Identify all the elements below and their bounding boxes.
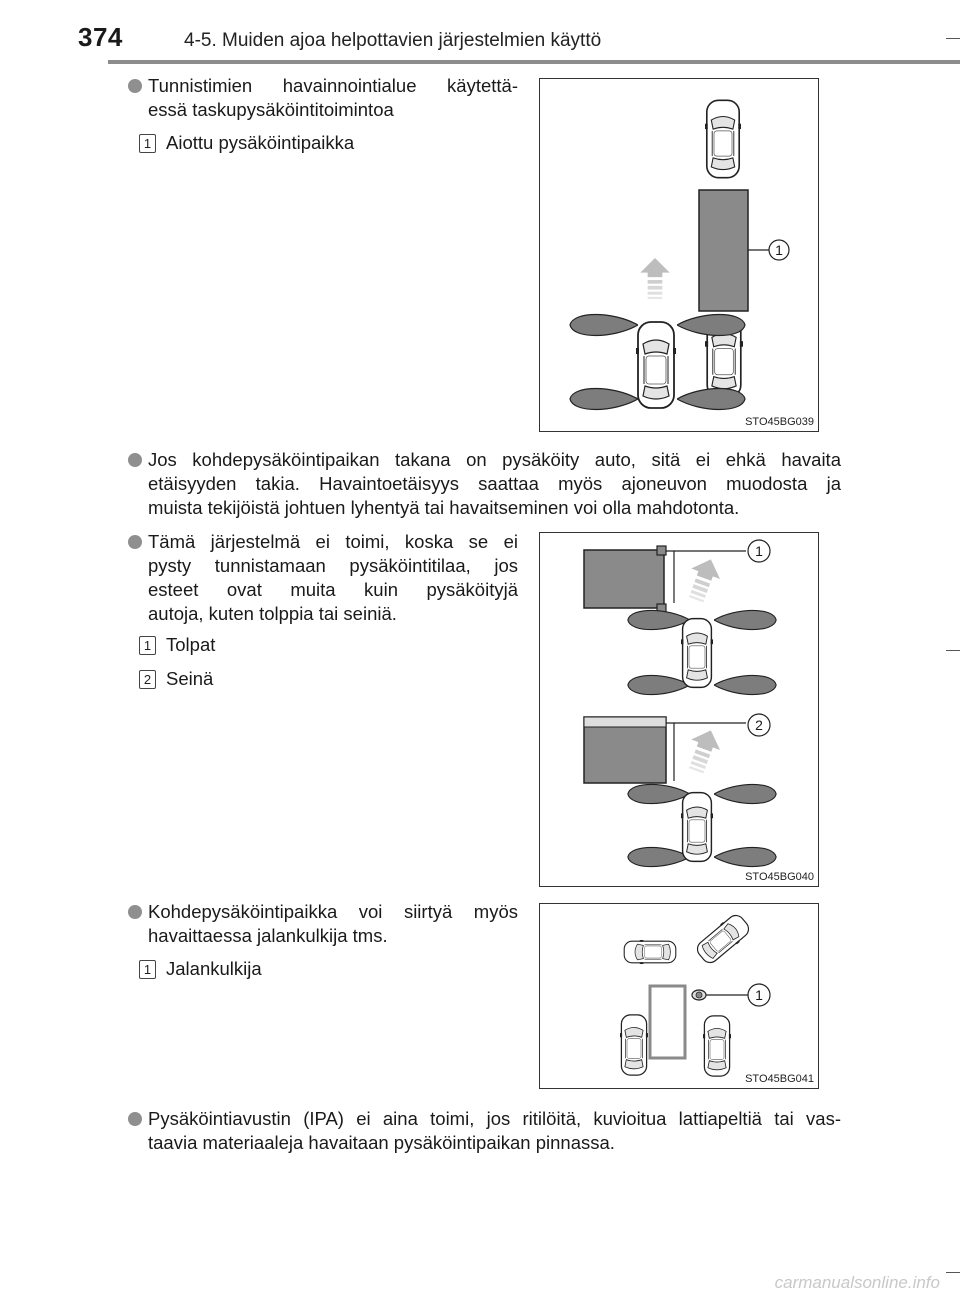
direction-arrow-icon [682,725,726,776]
sensor-lobe-icon [628,847,690,866]
bullet-icon [128,453,142,467]
crop-mark [946,650,960,651]
figure-code: STO45BG041 [745,1073,814,1085]
figure-obstacles [539,532,819,887]
target-space [584,550,664,608]
own-car-icon [635,322,677,408]
paragraph-line: havaittaessa jalankulkija tms. [148,925,388,946]
paragraph-line: taavia materiaaleja havaitaan pysäköintipaikan pinnassa. [148,1132,615,1153]
target-space [699,190,748,311]
bullet-icon [128,1112,142,1126]
watermark: carmanualsonline.info [774,1273,940,1292]
paragraph-line: essä taskupysäköintitoimintoa [148,99,394,120]
bullet-icon [128,79,142,93]
sensor-lobe-icon [714,847,776,866]
parked-car-icon [702,1016,731,1076]
sensor-lobe-icon [714,610,776,629]
paragraph-line: Kohdepysäköintipaikka voi siirtyä myös [148,901,518,922]
paragraph-line: Jos kohdepysäköintipaikan takana on pysäköity auto, sitä ei ehkä havaita [148,449,841,470]
bullet-icon [128,535,142,549]
header-rule [108,60,960,64]
item-number: 1 [139,960,156,979]
crop-mark [946,1272,960,1273]
figure-code: STO45BG039 [745,416,814,428]
sensor-lobe-icon [714,675,776,694]
figure-callout: 1 [755,987,763,1003]
parked-car-icon [619,1015,648,1075]
parked-car-icon [704,100,742,177]
paragraph-line: esteet ovat muita kuin pysäköityjä [148,579,518,600]
parked-car-icon [624,939,676,964]
direction-arrow-icon [640,258,669,299]
sensor-lobe-icon [677,315,745,336]
page-number: 374 [78,22,123,52]
paragraph-line: pysty tunnistamaan pysäköintitilaa, jos [148,555,518,576]
figure-callout: 2 [755,717,763,733]
figure-code: STO45BG040 [745,871,814,883]
item-label: Tolpat [166,634,216,655]
paragraph-line: etäisyyden takia. Havaintoetäisyys saattaa myös ajoneuvon muodosta ja [148,473,841,494]
crop-mark [946,38,960,39]
own-car-icon [680,793,714,862]
item-label: Aiottu pysäköintipaikka [166,132,355,153]
sensor-lobe-icon [570,389,638,410]
wall-icon [584,717,666,727]
own-car-icon [680,619,714,688]
figure-callout: 1 [755,543,763,559]
item-number: 1 [139,636,156,655]
section-title: 4-5. Muiden ajoa helpottavien järjestelmien käyttö [184,30,602,51]
bullet-icon [128,905,142,919]
direction-arrow-icon [682,554,726,605]
paragraph-line: Tunnistimien havainnointialue käytettä- [148,75,518,96]
sensor-lobe-icon [628,675,690,694]
sensor-lobe-icon [570,315,638,336]
figure-pedestrian [539,903,819,1089]
figure-callout: 1 [775,242,783,258]
figure-sensor-area [539,78,819,432]
parked-car-icon [693,911,753,968]
item-number: 1 [139,134,156,153]
paragraph-line: Tämä järjestelmä ei toimi, koska se ei [148,531,518,552]
paragraph-line: autoja, kuten tolppia tai seiniä. [148,603,397,624]
paragraph-line: muista tekijöistä johtuen lyhentyä tai havaitseminen voi olla mahdotonta. [148,497,740,518]
sensor-lobe-icon [677,389,745,410]
sensor-lobe-icon [714,784,776,803]
sensor-lobe-icon [628,610,690,629]
item-number: 2 [139,670,156,689]
sensor-lobe-icon [628,784,690,803]
paragraph-line: Pysäköintiavustin (IPA) ei aina toimi, jos ritilöitä, kuvioitua lattiapeltiä tai vas- [148,1108,841,1129]
target-space [650,986,685,1058]
item-label: Seinä [166,668,214,689]
figure-illustration [540,904,818,1088]
pole-icon [657,546,666,555]
figure-illustration [540,533,818,886]
item-label: Jalankulkija [166,958,262,979]
